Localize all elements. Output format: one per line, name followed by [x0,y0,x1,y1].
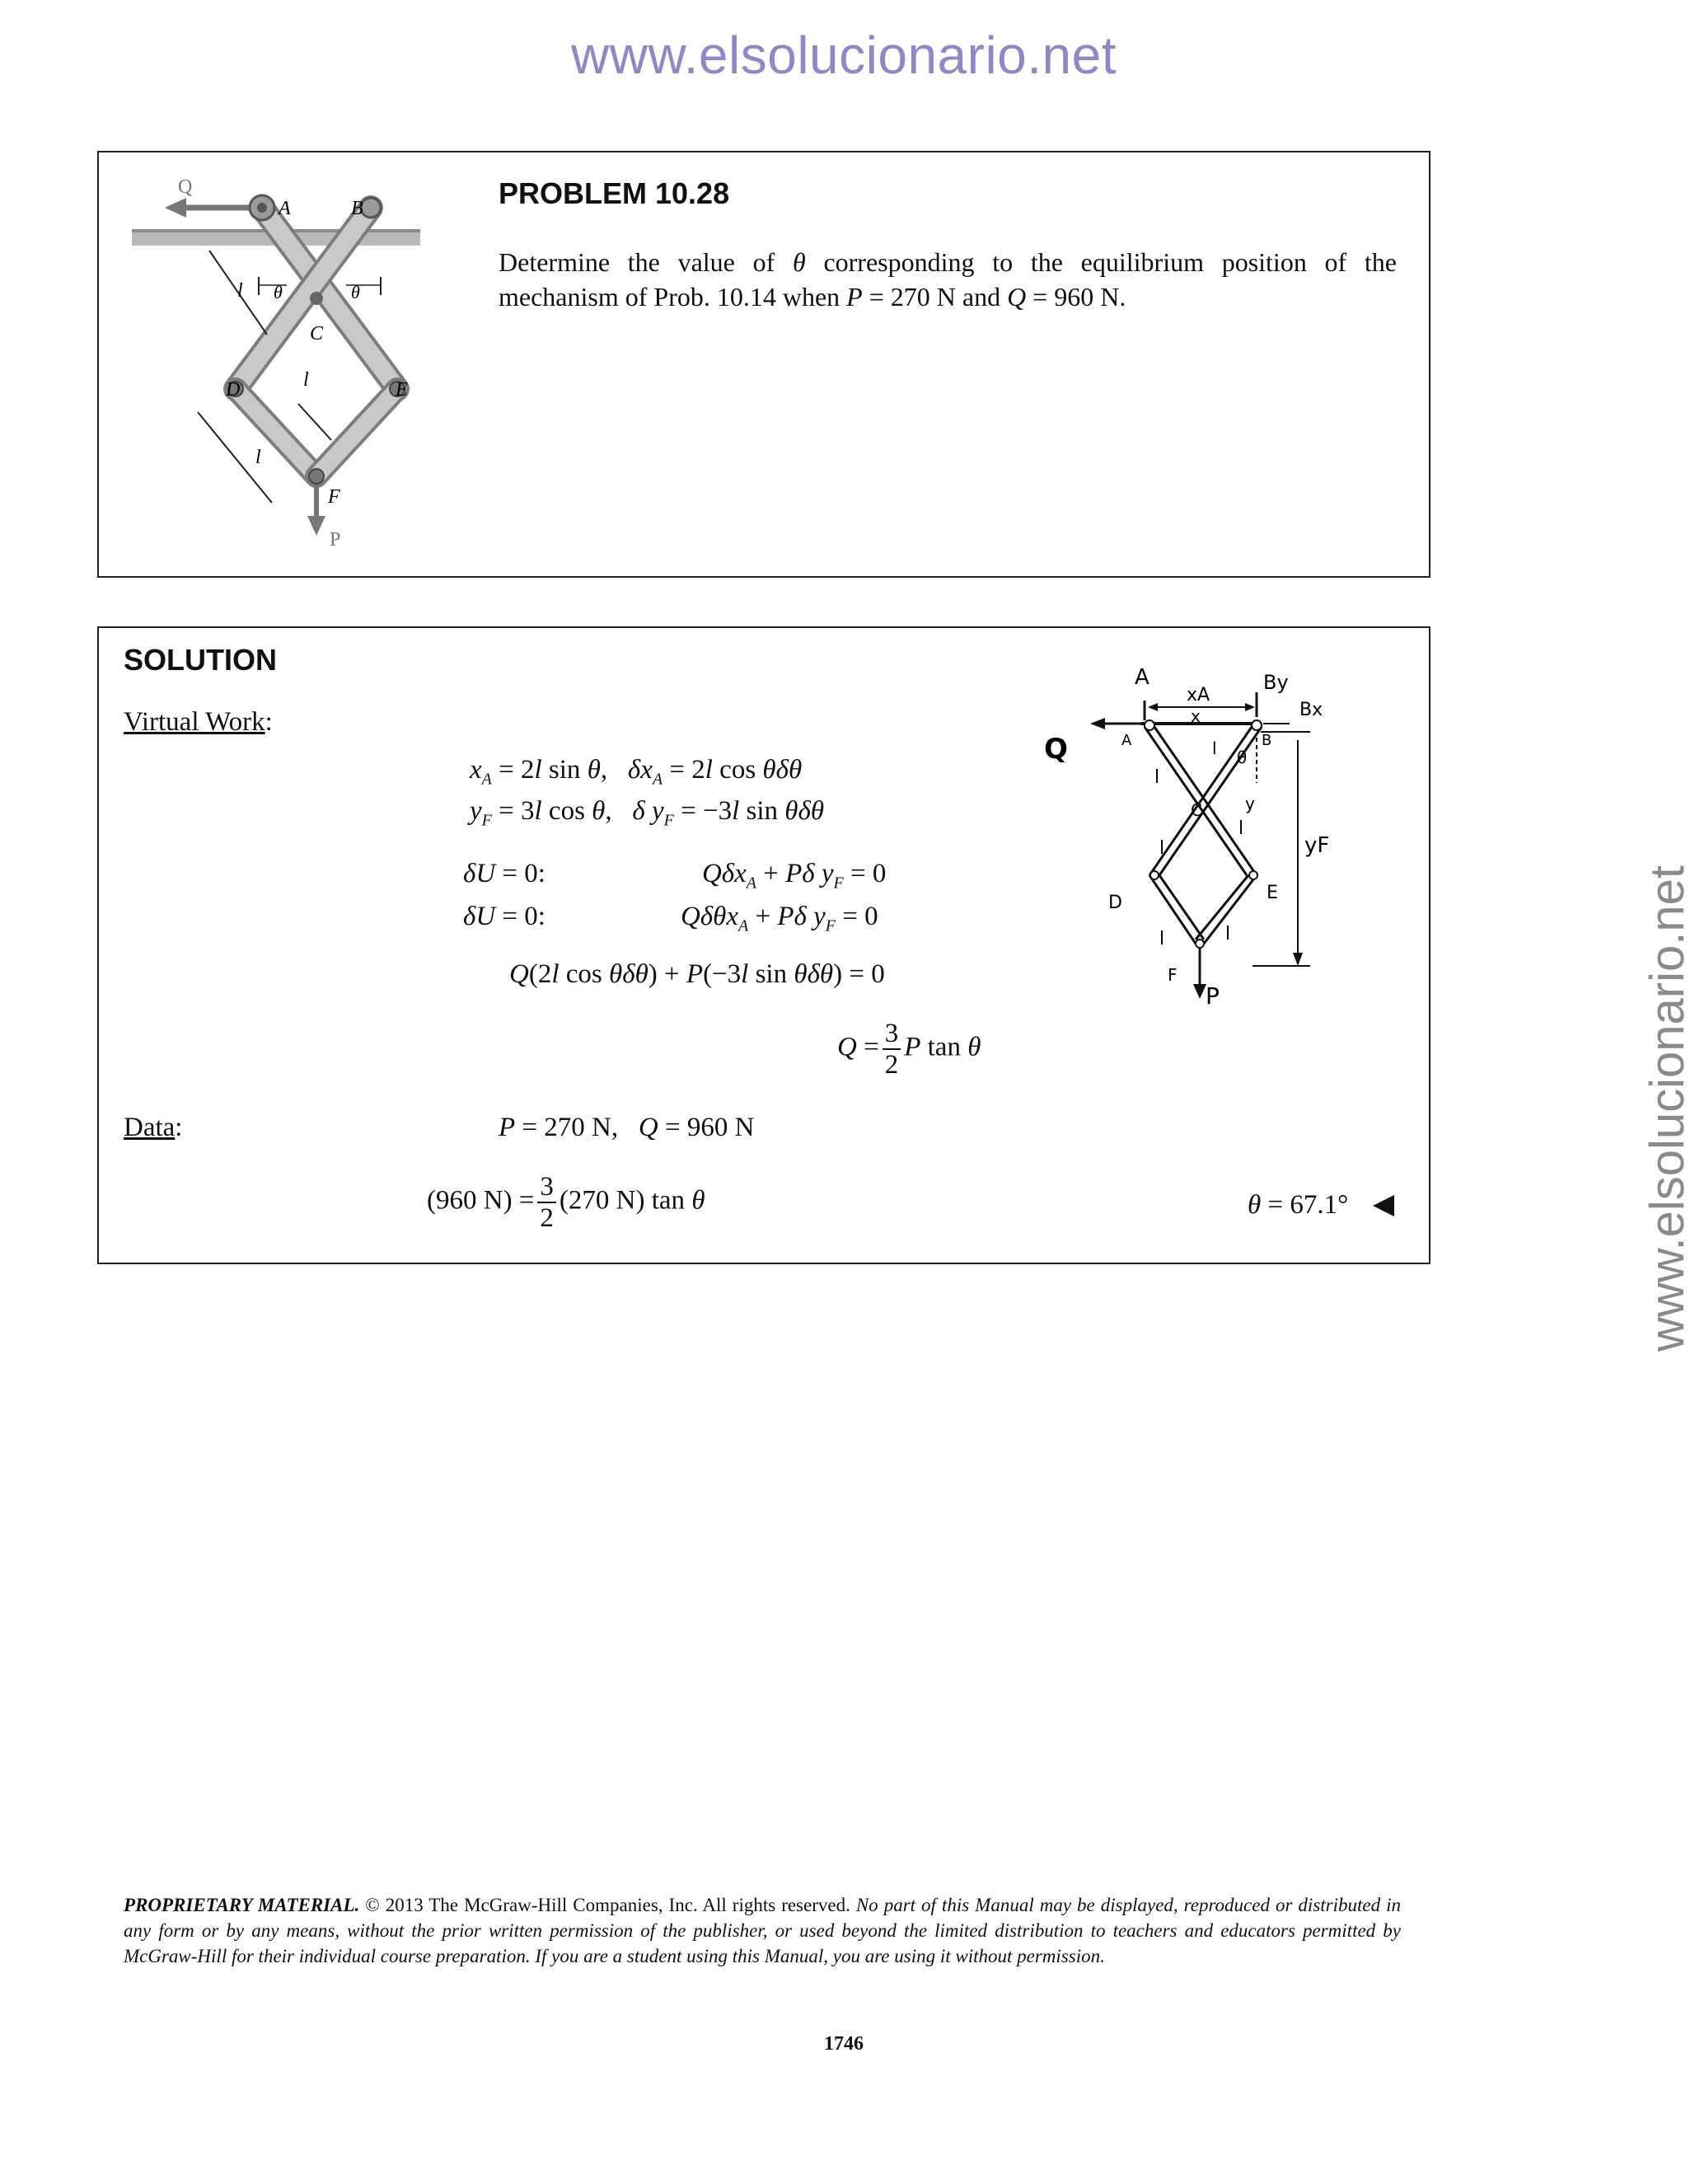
sketch-label-l6: l [1225,924,1231,944]
fig-label-l1: l [237,280,243,302]
sketch-label-l1: l [1212,738,1217,758]
eq-du-2: δU = 0: Qδθx$_A$ + Pδ $y_F = 0$ [463,902,878,935]
watermark-top: www.elsolucionario.net [571,26,1117,85]
sketch-label-l3: l [1159,838,1165,859]
sketch-label-e: E [1267,883,1278,903]
eq-q-result: Q = $\frac{3}{2}$ P tan θ [837,1019,981,1080]
eq-yf: $y_F = 3l$ cos θ, δ $y_F = -3l$ sin θδθ [470,796,825,830]
page-number: 1746 [824,2033,864,2055]
sketch-label-yf: yF [1304,833,1330,858]
eq-xa: $x_A = 2l$ sin θ, $\delta x_A = 2l$ cos θδθ [470,755,803,789]
sketch-label-xa: xA [1187,685,1210,705]
eq-du-1: δU = 0: Qδx$_A$ + Pδ $y_F = 0$ [463,859,887,893]
answer: θ = 67.1° [1248,1190,1349,1220]
eq-expanded: Q(2l cos θδθ) + P(−3l sin θδθ) = 0 [509,959,885,989]
solution-sketch [1042,659,1372,1022]
fig-label-f: F [328,486,340,508]
sketch-label-p: P [1206,982,1220,1010]
fig-label-theta-left: θ [274,282,283,302]
fig-label-q: Q [178,176,193,198]
sketch-label-y: y [1245,794,1255,813]
eq-final: (960 N) = $\frac{3}{2}$ (270 N) tan θ [427,1172,705,1233]
fig-label-e: E [396,379,408,401]
problem-title: PROBLEM 10.28 [499,176,730,210]
sketch-label-a-top: A [1135,665,1150,690]
fig-label-p: P [330,529,341,551]
answer-marker-icon [1371,1193,1396,1218]
fig-label-l2: l [303,369,309,391]
copyright-footer: PROPRIETARY MATERIAL. © 2013 The McGraw-Hill Companies, Inc. All rights reserved. No part of this Manual may be displayed, reproduced or distributed in any form or by any means, without the prior written permission of the publisher, or used beyond the limited distribution to teachers and educators permitted by McGraw-Hill for their individual course preparation. If you are a student using this Manual, you are using it without permission. [124,1895,1401,1966]
watermark-side: www.elsolucionario.net [1641,865,1694,1352]
sketch-label-q: Q [1044,733,1068,766]
mechanism-figure [107,165,453,560]
sketch-label-x: x [1191,706,1201,726]
fig-label-a: A [279,198,291,219]
eq-data: P = 270 N, Q = 960 N [499,1113,755,1142]
sketch-label-d: D [1108,893,1122,913]
sketch-label-l2: l [1154,767,1160,788]
sketch-label-bx: Bx [1299,700,1323,720]
fig-label-theta-right: θ [351,282,360,302]
data-label: Data: [124,1113,183,1142]
fig-label-l3: l [255,447,261,468]
sketch-label-by: By [1263,671,1289,694]
fig-label-c: C [310,323,324,344]
sketch-label-f: F [1168,965,1178,985]
sketch-label-c: C [1191,800,1202,820]
fig-label-d: D [226,379,241,401]
sketch-label-l5: l [1159,929,1165,949]
sketch-label-a: A [1121,732,1132,749]
sketch-label-l4: l [1238,818,1244,839]
sketch-label-b: B [1262,732,1272,749]
virtual-work-label: Virtual Work: [124,707,273,737]
solution-heading: SOLUTION [124,643,277,677]
fig-label-b: B [351,198,363,219]
problem-statement: Determine the value of θ corresponding to the equilibrium position of the mechanism of Prob. 10.14 when P = 270 N and Q = 960 N. [499,247,1398,312]
sketch-label-theta: θ [1237,748,1248,767]
